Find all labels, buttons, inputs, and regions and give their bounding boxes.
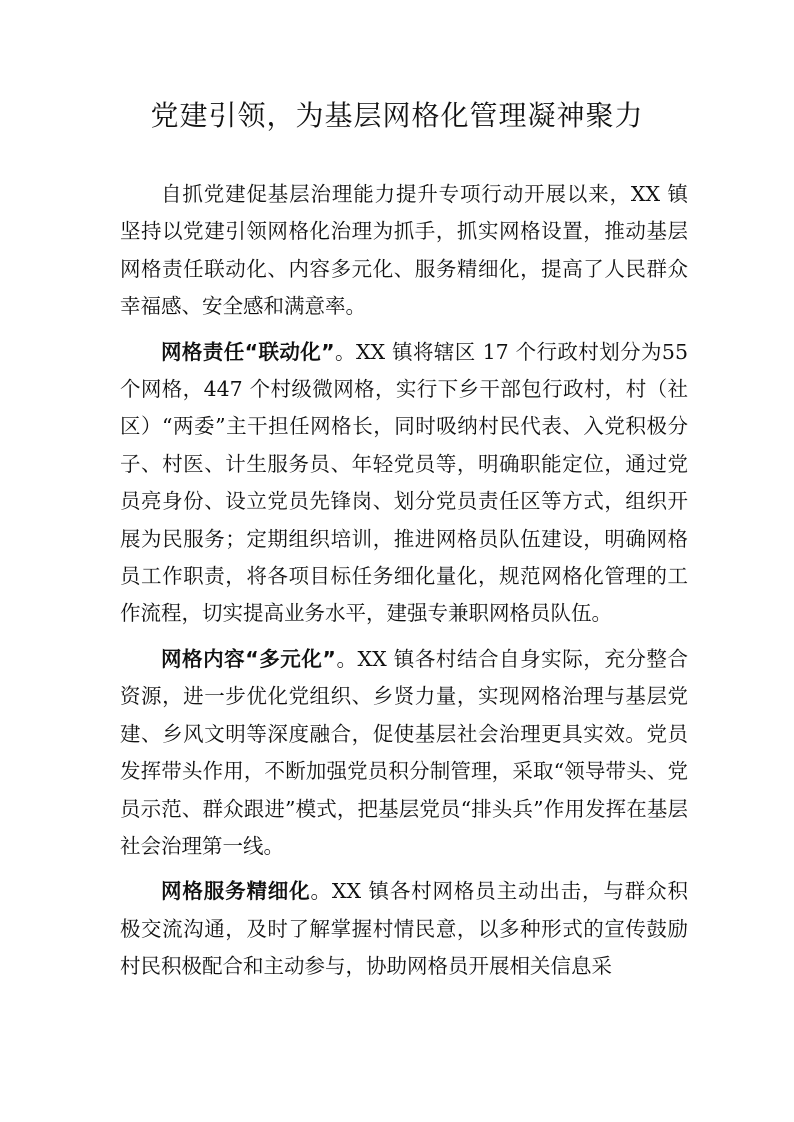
section-text-content: 。XX 镇各村结合自身实际，充分整合资源，进一步优化党组织、乡贤力量，实现网格治理与基层党建、乡风文明等深度融合，促使基层社会治理更具实效。党员发挥带头作用，不断加强党员积分制管理，采取“领导带头、党员示范、群众跟进”模式，把基层党员“排头兵”作用发挥在基层社会治理第一线。 [120, 646, 688, 858]
section-heading-content: 网格内容“多元化” [161, 646, 336, 671]
document-title: 党建引领，为基层网格化管理凝神聚力 [150, 99, 644, 132]
section-text-service: 。XX 镇各村网格员主动出击，与群众积极交流沟通，及时了解掌握村情民意，以多种形式的宣传鼓励村民积极配合和主动参与，协助网格员开展相关信息采 [120, 879, 688, 979]
intro-paragraph: 自抓党建促基层治理能力提升专项行动开展以来，XX 镇坚持以党建引领网格化治理为抓手，抓实网格设置，推动基层网格责任联动化、内容多元化、服务精细化，提高了人民群众幸福感、安全感和满意率。 [120, 182, 688, 319]
section-paragraph-content [120, 641, 688, 865]
section-heading-service: 网格服务精细化 [161, 879, 311, 904]
document-body [120, 176, 688, 994]
section-text-responsibility: 。XX 镇将辖区 17 个行政村划分为55 个网格，447 个村级微网格，实行下乡干部包行政村，村（社区）“两委”主干担任网格长，同时吸纳村民代表、入党积极分子、村医、计生服务员、年轻党员等，明确职能定位，通过党员亮身份、设立党员先锋岗、划分党员责任区等方式，组织开展为民服务；定期组织培训，推进网格员队伍建设，明确网格员工作职责，将各项目标任务细化量化，规范网格化管理的工作流程，切实提高业务水平，建强专兼职网格员队伍。 [120, 339, 688, 626]
section-paragraph-responsibility [120, 334, 688, 633]
section-heading-responsibility: 网格责任“联动化” [161, 339, 335, 364]
section-paragraph-service [120, 873, 688, 985]
